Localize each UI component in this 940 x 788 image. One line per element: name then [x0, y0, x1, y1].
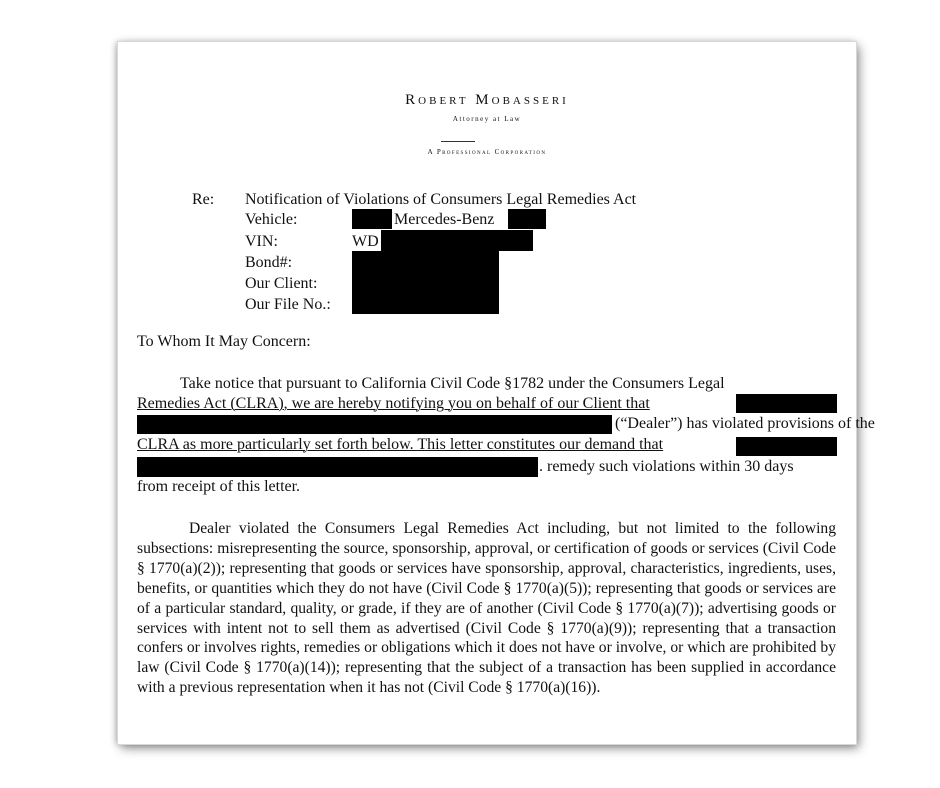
- paragraph1-line: Take notice that pursuant to California Civil Code §1782 under the Consumers Legal: [180, 375, 725, 392]
- redaction-block: [508, 209, 546, 229]
- paragraph2: [137, 519, 836, 698]
- redaction-block: [137, 415, 612, 434]
- re-field-value-vin: WD: [352, 233, 379, 250]
- paragraph2-text: Dealer violated the Consumers Legal Remedies Act including, but not limited to the following subsections: misrepresenting the source, sponsorship, approval, or certification of goods or services (Civil Code § 1770(a)(2)); representing that goods or services have sponsorship, approval, characteristics, ingredients, uses, benefits, or quantities which they do not have (Civil Code § 1770(a)(5)); representing that goods or services are of a particular standard, quality, or grade, if they are of another (Civil Code § 1770(a)(7)); advertising goods or services with intent not to sell them as advertised (Civil Code § 1770(a)(9)); representing that a transaction confers or involves rights, remedies or obligations which it does not have or involve, or which are prohibited by law (Civil Code § 1770(a)(14)); representing that the subject of a transaction has been supplied in accordance with a previous representation when it has not (Civil Code § 1770(a)(16)).: [137, 520, 836, 697]
- redaction-block: [381, 230, 533, 251]
- salutation: To Whom It May Concern:: [137, 333, 311, 350]
- letterhead-divider: [441, 141, 475, 142]
- letterhead-corporation: A Professional Corporation: [427, 148, 547, 156]
- paragraph1-line: . remedy such violations within 30 days: [539, 458, 794, 475]
- re-field-label-vin: VIN:: [245, 233, 278, 250]
- redaction-block: [352, 209, 392, 229]
- paragraph1-line: from receipt of this letter.: [137, 478, 301, 495]
- re-subject: Notification of Violations of Consumers Legal Remedies Act: [245, 191, 637, 208]
- re-field-value-vehicle: Mercedes-Benz: [394, 211, 495, 228]
- re-field-label-file-no: Our File No.:: [245, 296, 331, 313]
- redaction-block: [352, 251, 499, 314]
- re-field-label-client: Our Client:: [245, 275, 318, 292]
- redaction-block: [736, 394, 837, 413]
- paragraph1-line: (“Dealer”) has violated provisions of the: [615, 415, 875, 432]
- letter-page: [118, 42, 875, 744]
- re-field-label-vehicle: Vehicle:: [245, 211, 298, 228]
- redaction-block: [736, 437, 837, 456]
- re-field-label-bond: Bond#:: [245, 254, 293, 271]
- redaction-block: [137, 457, 538, 477]
- paragraph1-line: CLRA as more particularly set forth below. This letter constitutes our demand that: [137, 436, 664, 453]
- letterhead-subtitle: Attorney at Law: [452, 115, 522, 123]
- paragraph1-line: Remedies Act (CLRA), we are hereby notifying you on behalf of our Client that: [137, 395, 650, 412]
- letterhead-name: Robert Mobasseri: [405, 92, 569, 108]
- re-label: Re:: [192, 191, 215, 208]
